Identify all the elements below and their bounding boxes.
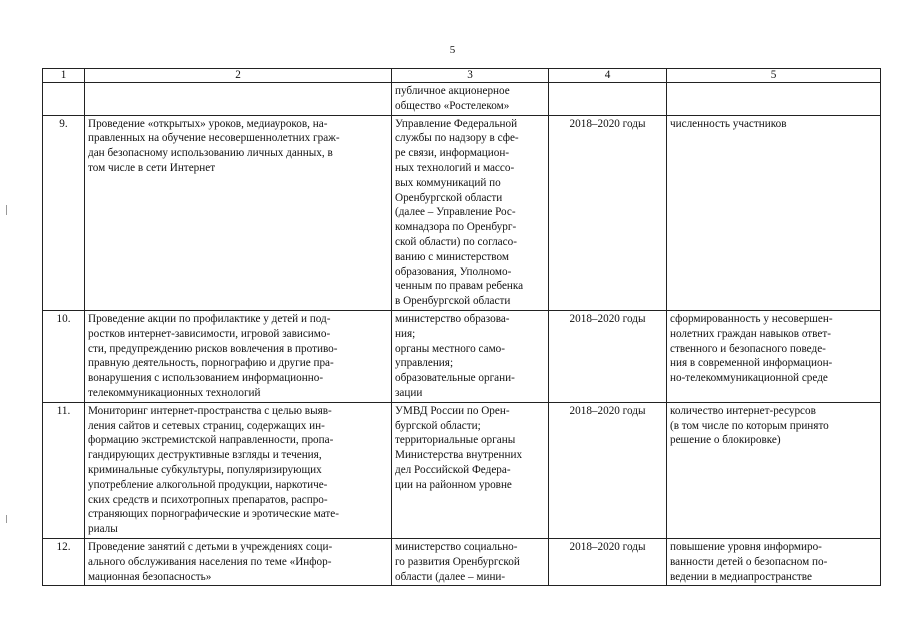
row-description: Мониторинг интернет-пространства с целью выяв- ления сайтов и сетевых страниц, содержащих ин- формацию экстремистской направленности, пропа- гандирующих деструктивные взгляды и течения, криминальные субкультуры, популяризирующих употребление алкогольной продукции, наркотиче- ских средств и психотропных препаратов, распро- страняющих порнографические и эротические мате- риалы — [85, 402, 392, 538]
table-row-continuation — [43, 83, 881, 116]
row-period: 2018–2020 годы — [549, 115, 667, 310]
row-responsible: публичное акционерное общество «Ростелеком» — [392, 83, 549, 116]
row-period: 2018–2020 годы — [549, 538, 667, 585]
row-responsible: министерство социально- го развития Оренбургской области (далее – мини- — [392, 538, 549, 585]
row-description: Проведение акции по профилактике у детей и под- ростков интернет-зависимости, игровой зависимо- сти, предупреждению рисков вовлечения в противо- правную деятельность, порнографию и другие пра- вонарушения с использованием информационно- телекоммуникационных технологий — [85, 310, 392, 402]
row-responsible: Управление Федеральной службы по надзору в сфе- ре связи, информацион- ных технологий и массо- вых коммуникаций по Оренбургской области (далее – Управление Рос- комнадзора по Оренбург- ской области) по согласо- ванию с министерством образования, Уполномо- ченным по правам ребенка в Оренбургской области — [392, 115, 549, 310]
row-responsible: УМВД России по Орен- бургской области; территориальные органы Министерства внутренних дел Российской Федера- ции на районном уровне — [392, 402, 549, 538]
table-row-10 — [43, 310, 881, 402]
row-indicator — [667, 83, 881, 116]
row-indicator: количество интернет-ресурсов (в том числе по которым принято решение о блокировке) — [667, 402, 881, 538]
measures-table — [42, 68, 881, 586]
column-header-responsible: 3 — [392, 69, 549, 83]
row-description: Проведение занятий с детьми в учреждениях соци- ального обслуживания населения по теме «Инфор- мационная безопасность» — [85, 538, 392, 585]
row-period: 2018–2020 годы — [549, 402, 667, 538]
table-row-9 — [43, 115, 881, 310]
row-period: 2018–2020 годы — [549, 310, 667, 402]
row-description — [85, 83, 392, 116]
row-responsible: министерство образова- ния; органы местного само- управления; образовательные органи- зации — [392, 310, 549, 402]
table-row-11 — [43, 402, 881, 538]
header-row — [43, 69, 881, 83]
margin-mark — [6, 205, 7, 215]
table-row-12 — [43, 538, 881, 585]
row-number: 10. — [43, 310, 85, 402]
row-number: 11. — [43, 402, 85, 538]
row-description: Проведение «открытых» уроков, медиауроков, на- правленных на обучение несовершеннолетних граж- дан безопасному использованию личных данных, в том числе в сети Интернет — [85, 115, 392, 310]
column-header-period: 4 — [549, 69, 667, 83]
row-indicator: численность участников — [667, 115, 881, 310]
row-number: 9. — [43, 115, 85, 310]
margin-mark — [6, 515, 7, 523]
row-indicator: сформированность у несовершен- нолетних граждан навыков ответ- ственного и безопасного поведе- ния в современной информацион- но-телекоммуникационной среде — [667, 310, 881, 402]
row-indicator: повышение уровня информиро- ванности детей о безопасном по- ведении в медиапространстве — [667, 538, 881, 585]
column-header-description: 2 — [85, 69, 392, 83]
page-number: 5 — [449, 44, 456, 56]
column-header-number: 1 — [43, 69, 85, 83]
row-period — [549, 83, 667, 116]
row-number — [43, 83, 85, 116]
column-header-indicator: 5 — [667, 69, 881, 83]
row-number: 12. — [43, 538, 85, 585]
